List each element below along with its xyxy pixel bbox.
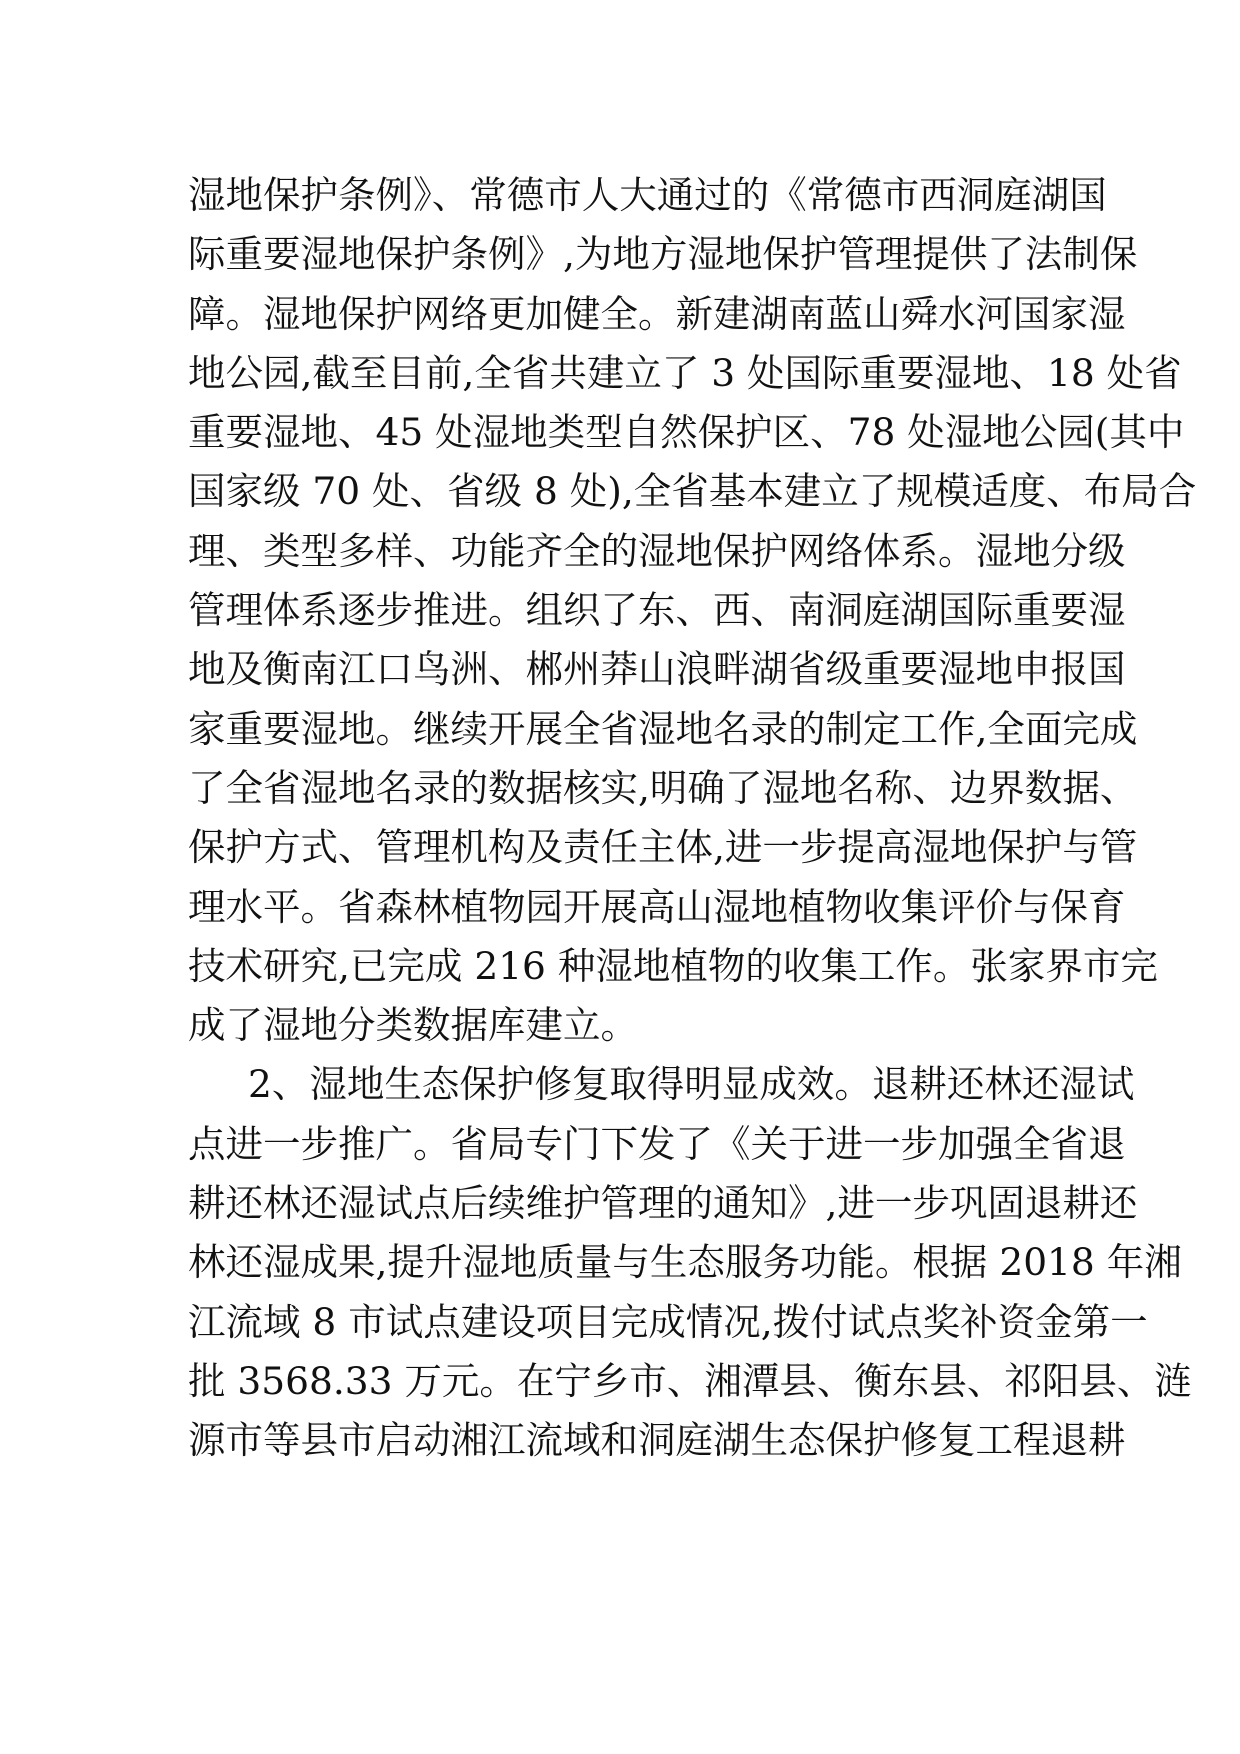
text-line: 耕还林还湿试点后续维护管理的通知》,进一步巩固退耕还 bbox=[188, 1181, 1138, 1226]
text-line: 际重要湿地保护条例》,为地方湿地保护管理提供了法制保 bbox=[188, 232, 1138, 277]
text-line: 理水平。省森林植物园开展高山湿地植物收集评价与保育 bbox=[188, 884, 1126, 929]
text-line: 地公园,截至目前,全省共建立了 3 处国际重要湿地、18 处省 bbox=[188, 350, 1182, 395]
text-line: 湿地保护条例》、常德市人大通过的《常德市西洞庭湖国 bbox=[188, 173, 1107, 217]
text-line: 家重要湿地。继续开展全省湿地名录的制定工作,全面完成 bbox=[188, 706, 1138, 751]
text-line: 成了湿地分类数据库建立。 bbox=[188, 1003, 638, 1048]
text-line: 点进一步推广。省局专门下发了《关于进一步加强全省退 bbox=[188, 1121, 1126, 1166]
text-line: 管理体系逐步推进。组织了东、西、南洞庭湖国际重要湿 bbox=[188, 588, 1126, 633]
text-line: 2、湿地生态保护修复取得明显成效。退耕还林还湿试 bbox=[248, 1062, 1135, 1107]
text-line: 重要湿地、45 处湿地类型自然保护区、78 处湿地公园(其中 bbox=[188, 410, 1185, 455]
text-line: 技术研究,已完成 216 种湿地植物的收集工作。张家界市完 bbox=[188, 943, 1158, 988]
text-line: 源市等县市启动湘江流域和洞庭湖生态保护修复工程退耕 bbox=[188, 1418, 1126, 1463]
text-line: 林还湿成果,提升湿地质量与生态服务功能。根据 2018 年湘 bbox=[188, 1240, 1182, 1285]
text-line: 保护方式、管理机构及责任主体,进一步提高湿地保护与管 bbox=[188, 825, 1138, 870]
text-line: 国家级 70 处、省级 8 处),全省基本建立了规模适度、布局合 bbox=[188, 469, 1197, 514]
body-text bbox=[188, 166, 1197, 1471]
text-line: 批 3568.33 万元。在宁乡市、湘潭县、衡东县、祁阳县、涟 bbox=[188, 1358, 1192, 1403]
text-line: 了全省湿地名录的数据核实,明确了湿地名称、边界数据、 bbox=[188, 765, 1138, 810]
text-line: 障。湿地保护网络更加健全。新建湖南蓝山舜水河国家湿 bbox=[188, 291, 1126, 336]
text-line: 地及衡南江口鸟洲、郴州莽山浪畔湖省级重要湿地申报国 bbox=[188, 647, 1126, 692]
text-line: 江流域 8 市试点建设项目完成情况,拨付试点奖补资金第一 bbox=[188, 1299, 1148, 1344]
text-line: 理、类型多样、功能齐全的湿地保护网络体系。湿地分级 bbox=[188, 528, 1126, 573]
